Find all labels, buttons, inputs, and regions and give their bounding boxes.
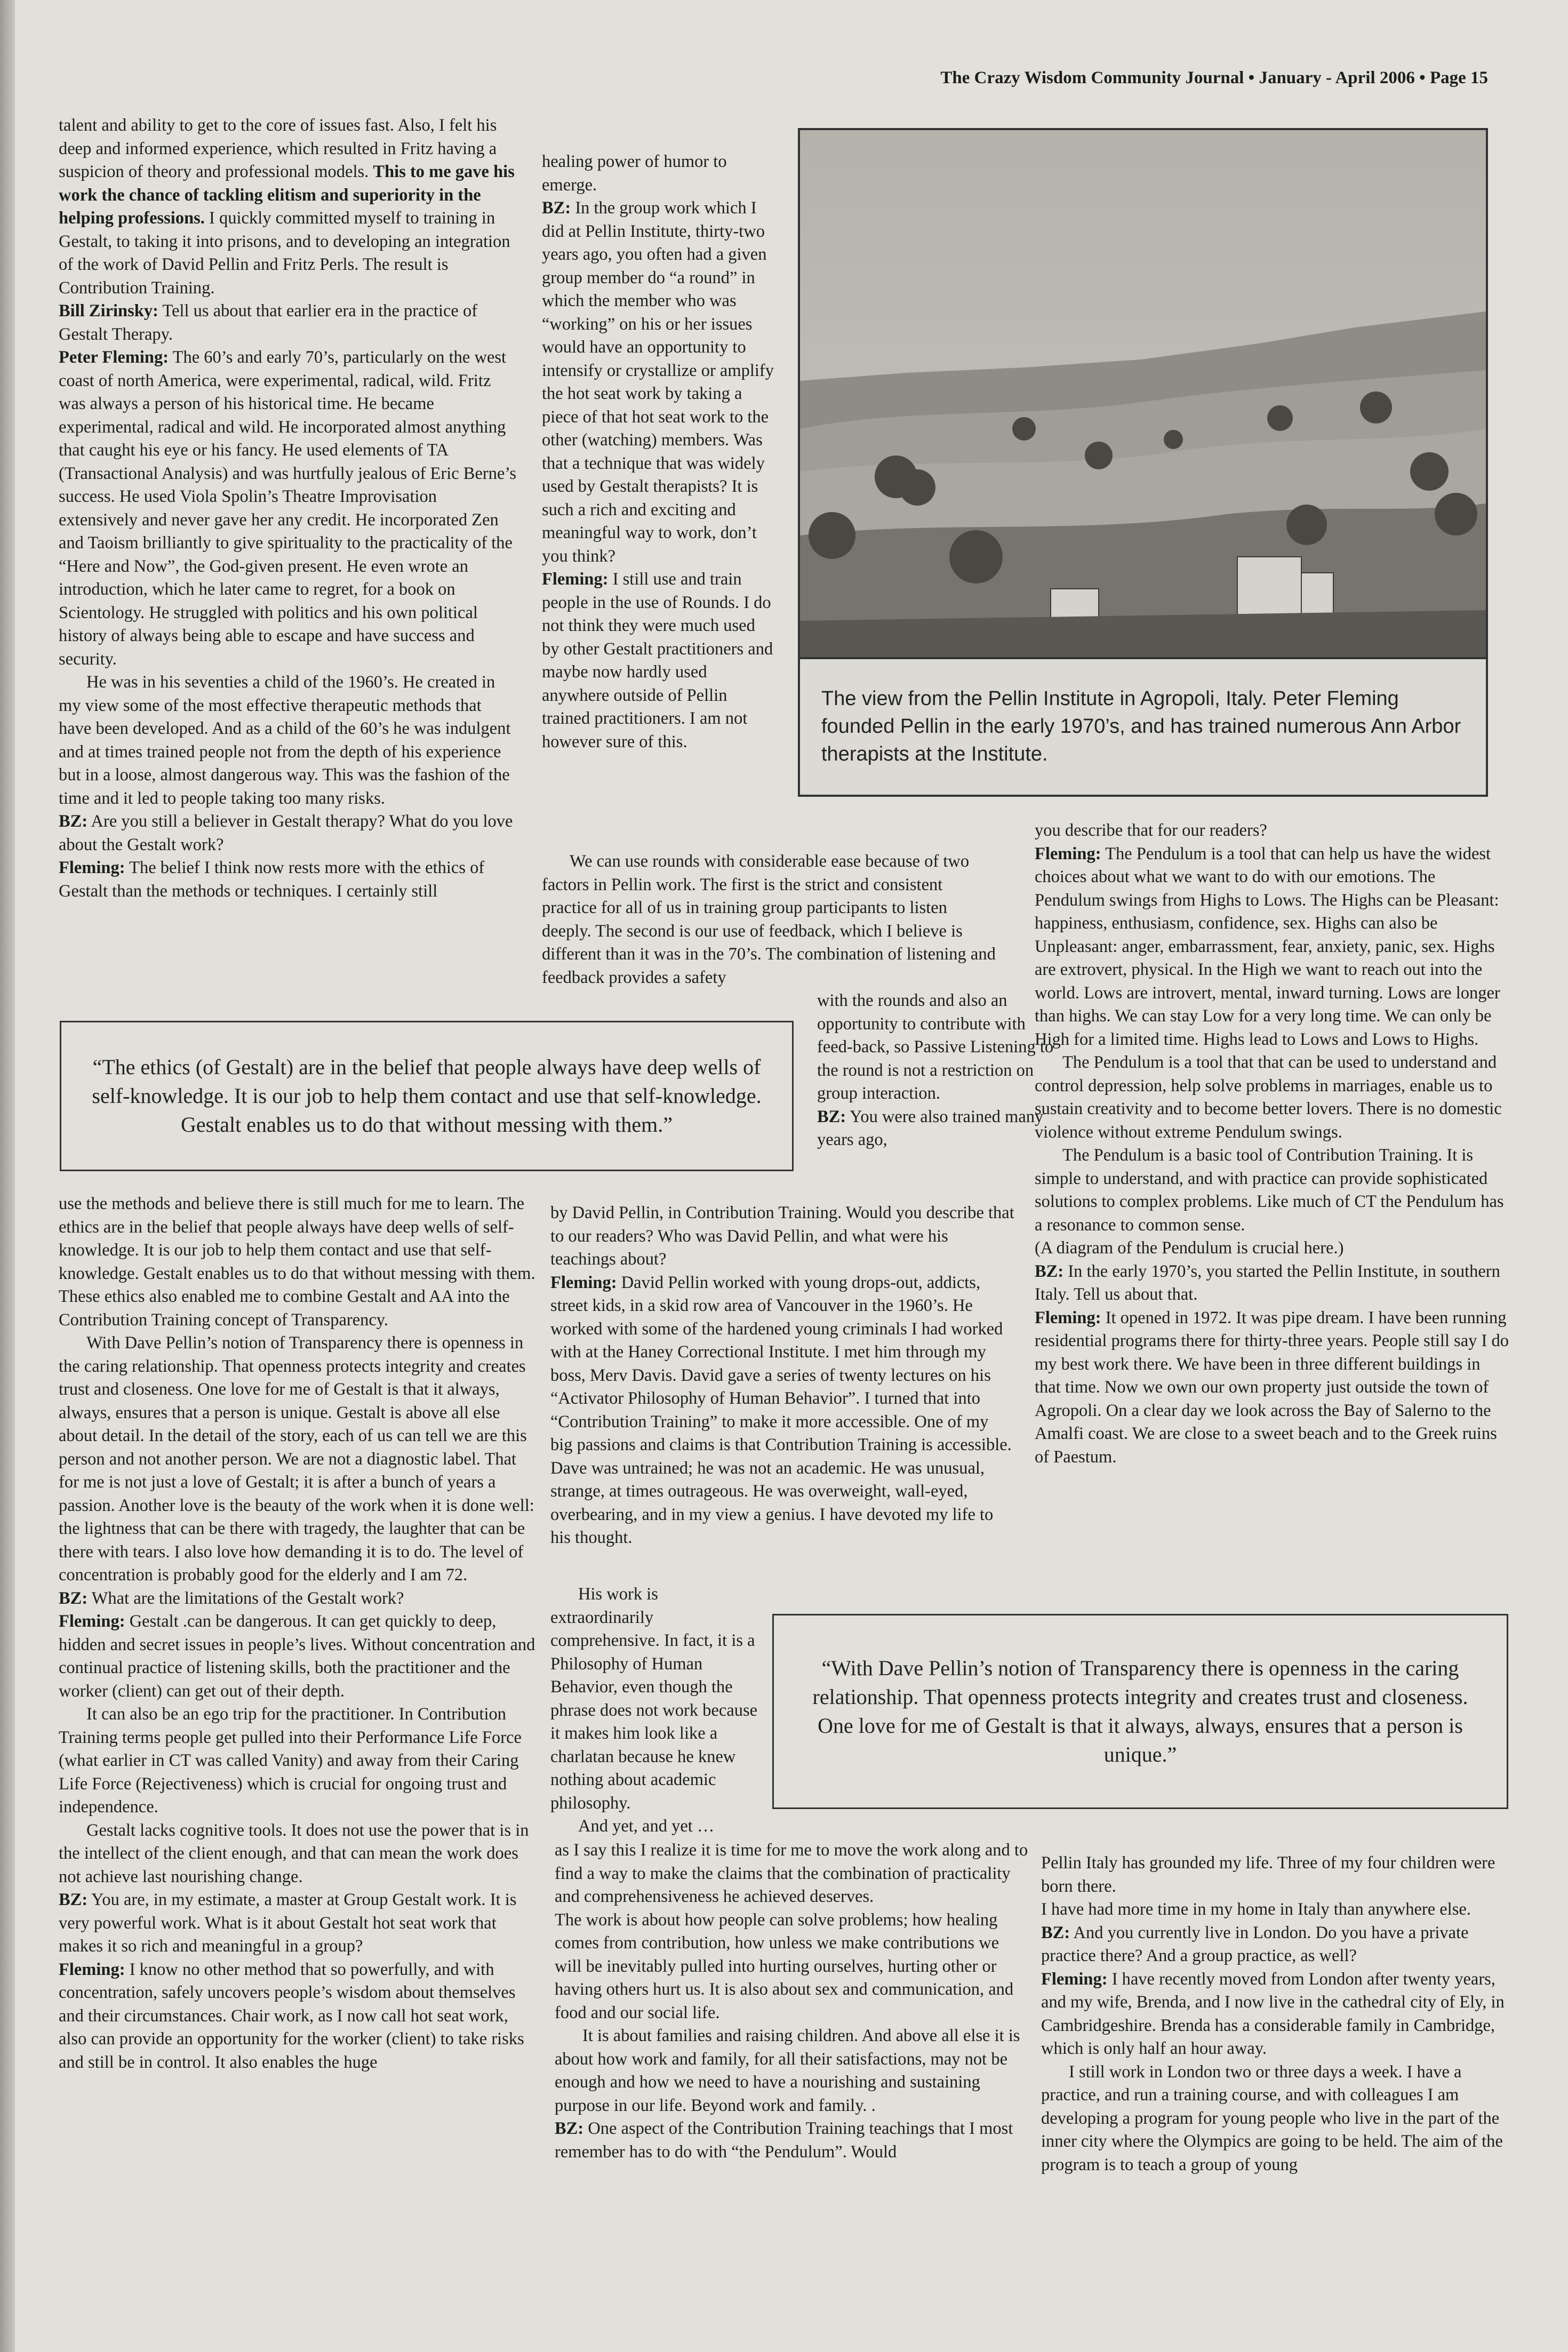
binding-gutter (0, 0, 15, 2352)
paragraph: Fleming: David Pellin worked with young drops-out, addicts, street kids, in a skid row area of Vancouver in the 1960’s. He worked with some of the hardened young criminals I had worked with at the Haney Correctional Institute. I met him through my boss, Merv Davis. David gave a series of twenty lectures on his “Activator Philosophy of Human Behavior”. I turned that into “Contribution Training” to make it more accessible. One of my big passions and claims is that Contribution Training is accessible. Dave was untrained; he was not an academic. He was unusual, strange, at times outrageous. He was overweight, wall-eyed, overbearing, and in my view a genius. I have devoted my life to his thought. (550, 1273, 1012, 1547)
paragraph: Fleming: The belief I think now rests more with the ethics of Gestalt than the methods or techniques. I certainly still (59, 858, 485, 901)
paragraph: healing power of humor to emerge. (542, 152, 727, 195)
paragraph: with the rounds and also an opportunity to contribute with feed-back, so Passive Listening to the round is not a restriction on group interaction. (817, 991, 1054, 1103)
paragraph: BZ: One aspect of the Contribution Training teachings that I most remember has to do with “the Pendulum”. Would (555, 2119, 1013, 2162)
paragraph: With Dave Pellin’s notion of Transparency there is openness in the caring relationship. That openness protects integrity and creates trust and closeness. One love for me of Gestalt is that it always, always, ensures that a person is unique. Gestalt is above all else about detail. In the detail of the story, each of us can tell we are this person and not another person. We are not a diagnostic label. That for me is not just a love of Gestalt; it is after a bunch of years a passion. Another love is the beauty of the work when it is done well: the lightness that can be there with tragedy, the laughter that can be there with tears. I also love how demanding it is to do. The level of concentration is probably good for the elderly and I am 72. (59, 1333, 534, 1585)
paragraph: It is about families and raising children. And above all else it is about how work and family, for all their satisfactions, may not be enough and how we need to have a nourishing and sustaining purpose in our life. Beyond work and family. . (555, 2026, 1020, 2115)
paragraph: It can also be an ego trip for the practitioner. In Contribution Training terms people get pulled into their Performance Life Force (what earlier in CT was called Vanity) and away from their Caring Life Force (Rejectiveness) which is crucial for ongoing trust and independence. (59, 1705, 522, 1817)
paragraph: His work is extraordinarily comprehensive. In fact, it is a Philosophy of Human Behavior, even though the phrase does not work because it makes him look like a charlatan because he knew nothing about academic philosophy. (550, 1585, 758, 1813)
column-1-middle (59, 1193, 539, 2074)
paragraph: We can use rounds with considerable ease because of two factors in Pellin work. The first is the strict and consistent practice for all of us in training group participants to listen deeply. The second is our use of feedback, which I believe is different than it was in the 70’s. The combination of listening and feedback provides a safety (542, 852, 996, 987)
paragraph: (A diagram of the Pendulum is crucial here.) (1035, 1238, 1344, 1258)
paragraph: also can provide an opportunity for the worker (client) to take risks and still be in control. It also enables the huge (59, 2029, 524, 2072)
pull-quote-1: “The ethics (of Gestalt) are in the belief that people always have deep wells of self-knowledge. It is our job to help them contact and use that self-knowledge. Gestalt enables us to do that without messing with them.” (60, 1021, 794, 1171)
column-2-middle-wide (542, 850, 1001, 989)
paragraph: Fleming: I still use and train people in the use of Rounds. I do not think they were much used by other Gestalt practitioners and maybe now hardly used anywhere outside of Pellin trained practitioners. I am not however sure of this. (542, 570, 773, 751)
pull-quote-2: “With Dave Pellin’s notion of Transparency there is openness in the caring relationship. That openness protects integrity and creates trust and closeness. One love for me of Gestalt is that it always, always, ensures that a person is unique.” (772, 1614, 1508, 1809)
paragraph: BZ: In the early 1970’s, you started the Pellin Institute, in southern Italy. Tell us about that. (1035, 1261, 1500, 1304)
column-2-middle-narrow (817, 989, 1057, 1152)
paragraph: And yet, and yet … (578, 1817, 715, 1836)
running-header: The Crazy Wisdom Community Journal • January - April 2006 • Page 15 (940, 68, 1488, 87)
paragraph: Bill Zirinsky: Tell us about that earlier era in the practice of Gestalt Therapy. (59, 301, 478, 344)
paragraph: The Pendulum is a tool that that can be used to understand and control depression, help solve problems in marriages, enable us to sustain creativity and to become better lovers. There is no domestic violence without extreme Pendulum swings. (1035, 1053, 1502, 1142)
paragraph: The Pendulum is a basic tool of Contribution Training. It is simple to understand, and with practice can provide sophisticated solutions to complex problems. Like much of CT the Pendulum has a resonance to common sense. (1035, 1146, 1504, 1235)
paragraph: I still work in London two or three days a week. I have a practice, and run a training course, and with colleagues I am developing a program for young people who live in the part of the inner city where the Olympics are going to be held. The aim of the program is to teach a group of young (1041, 2062, 1503, 2174)
paragraph: use the methods and believe there is still much for me to learn. The ethics are in the belief that people always have deep wells of self-knowledge. It is our job to help them contact and use that self-knowledge. Gestalt enables us to do that without messing with them. These ethics also enabled me to combine Gestalt and AA into the Contribution Training concept of Transparency. (59, 1194, 535, 1330)
column-3-middle (1035, 819, 1509, 1469)
paragraph: Peter Fleming: The 60’s and early 70’s, particularly on the west coast of north America, were experimental, radical, wild. Fritz was always a person of his historical time. He became experimental, radical and wild. He incorporated almost anything that caught his eye or his fancy. He used elements of TA (Transactional Analysis) and was hurtfully jealous of Eric Berne’s success. He used Viola Spolin’s Theatre Improvisation extensively and never gave her any credit. He incorporated Zen and Taoism brilliantly to give spirituality to the practicality of the “Here and Now”, the God-given present. He even wrote an introduction, which he later came to regret, for a book on Scientology. He struggled with politics and his own political history of always being able to escape and have success and security. (59, 348, 517, 669)
paragraph: BZ: And you currently live in London. Do you have a private practice there? And a group practice, as well? (1041, 1923, 1469, 1965)
photo-frame (798, 128, 1488, 797)
photo-caption: The view from the Pellin Institute in Agropoli, Italy. Peter Fleming founded Pellin in the early 1970’s, and has trained numerous Ann Arbor therapists at the Institute. (821, 687, 1461, 765)
paragraph: BZ: What are the limitations of the Gestalt work? (59, 1588, 404, 1608)
paragraph: BZ: In the group work which I did at Pellin Institute, thirty-two years ago, you often had a given group member do “a round” in which the member who was “working” on his or her issues would have an opportunity to intensify or crystallize or amplify the hot seat work by taking a piece of that hot seat work to the other (watching) members. Was that a technique that was widely used by Gestalt therapists? It is such a rich and exciting and meaningful way to work, don’t you think? (542, 198, 774, 566)
paragraph: The work is about how people can solve problems; how healing comes from contribution, how unless we make contributions we will be inevitably pulled into hurting ourselves, hurting other or having others hurt us. It is also about sex and communication, and food and our social life. (555, 1910, 1014, 2022)
paragraph: by David Pellin, in Contribution Training. Would you describe that to our readers? Who was David Pellin, and what were his teachings about? (550, 1203, 1014, 1269)
column-3-bottom (1041, 1852, 1516, 2177)
paragraph: you describe that for our readers? (1035, 821, 1267, 840)
paragraph: Fleming: Gestalt .can be dangerous. It can get quickly to deep, hidden and secret issues in people’s lives. Without concentration and continual practice of listening skills, both the practitioner and the worker (client) can get out of their depth. (59, 1612, 535, 1701)
paragraph: as I say this I realize it is time for me to move the work along and to find a way to make the claims that the combination of practicality and comprehensiveness he achieved deserves. (555, 1841, 1028, 1906)
paragraph: BZ: You were also trained many years ago, (817, 1107, 1044, 1149)
paragraph: Fleming: The Pendulum is a tool that can help us have the widest choices about what we want to do with our emotions. The Pendulum swings from Highs to Lows. The Highs can be Pleasant: happiness, enthusiasm, confidence, sex. Highs can also be Unpleasant: anger, embarrassment, fear, anxiety, panic, sex. Highs are extrovert, physical. In the High we want to reach out into the world. Lows are introvert, mental, inward turning. Lows are longer than highs. We can stay Low for a very long time. We can only be High for a limited time. Highs lead to Lows and Lows to Highs. (1035, 844, 1500, 1049)
column-2-top (542, 150, 777, 754)
paragraph: Gestalt lacks cognitive tools. It does not use the power that is in the intellect of the client enough, and that can mean the work does not achieve last nourishing change. (59, 1820, 529, 1886)
landscape-photo (800, 130, 1486, 659)
paragraph: He was in his seventies a child of the 1960’s. He created in my view some of the most effective therapeutic methods that have been developed. And as a child of the 60’s he was indulgent and at times trained people not from the depth of his experience but in a loose, almost dangerous way. This was the fashion of the time and it led to people taking too many risks. (59, 673, 511, 808)
paragraph: BZ: Are you still a believer in Gestalt therapy? What do you love about the Gestalt work? (59, 812, 513, 854)
column-2-narrow (550, 1583, 758, 1838)
paragraph: talent and ability to get to the core of issues fast. Also, I felt his deep and informed experience, which resulted in Fritz having a suspicion of theory and professional models. This to me gave his work the chance of tackling elitism and superiority in the helping professions. I quickly committed myself to training in Gestalt, to taking it into prisons, and to developing an integration of the work of David Pellin and Fritz Perls. The result is Contribution Training. (59, 116, 515, 298)
paragraph: Fleming: I have recently moved from London after twenty years, and my wife, Brenda, and I now live in the cathedral city of Ely, in Cambridgeshire. Brenda has a considerable family in Cambridge, which is only half an hour away. (1041, 1969, 1505, 2058)
column-2-middle (550, 1202, 1014, 1550)
paragraph: Fleming: I know no other method that so powerfully, and with concentration, safely uncovers people’s wisdom about themselves and their circumstances. Chair work, as I now call hot seat work, (59, 1959, 516, 2026)
column-2-bottom (555, 1839, 1029, 2164)
column-1-top (59, 114, 517, 903)
paragraph: BZ: You are, in my estimate, a master at Group Gestalt work. It is very powerful work. What is it about Gestalt hot seat work that makes it so rich and meaningful in a group? (59, 1890, 517, 1956)
paragraph: I have had more time in my home in Italy than anywhere else. (1041, 1900, 1471, 1919)
paragraph: Fleming: It opened in 1972. It was pipe dream. I have been running residential programs there for thirty-three years. People still say I do my best work there. We have been in three different buildings in that time. Now we own our own property just outside the town of Agropoli. On a clear day we look across the Bay of Salerno to the Amalfi coast. We are close to a sweet beach and to the Greek ruins of Paestum. (1035, 1308, 1509, 1467)
paragraph: Pellin Italy has grounded my life. Three of my four children were born there. (1041, 1853, 1495, 1896)
